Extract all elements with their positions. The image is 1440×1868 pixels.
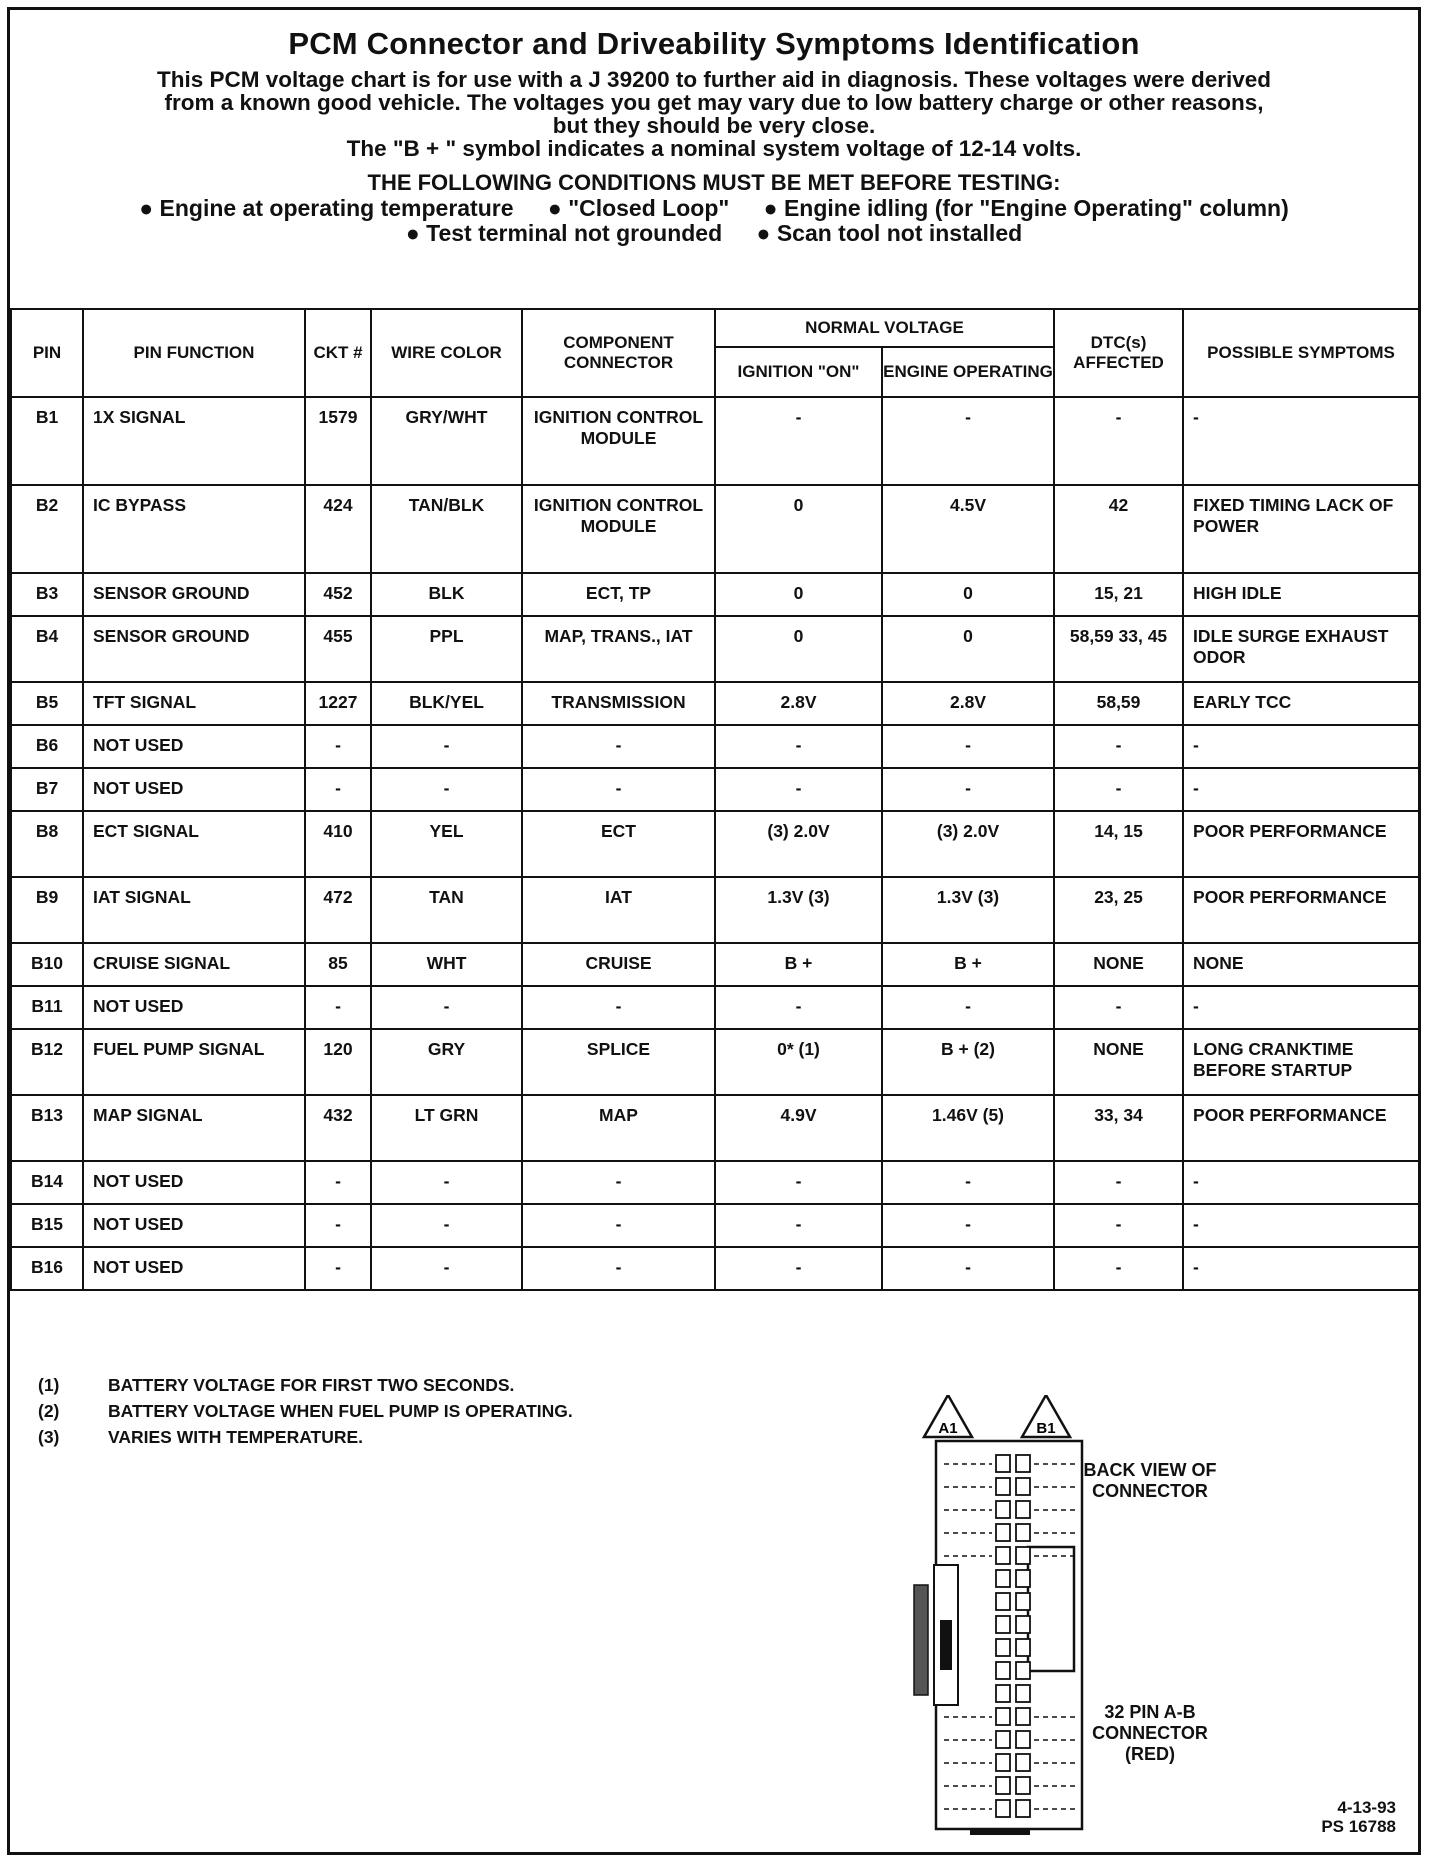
cell-pin-function: NOT USED bbox=[83, 1204, 305, 1247]
cell-dtc: 42 bbox=[1054, 485, 1183, 573]
cell-ckt: - bbox=[305, 1161, 371, 1204]
cell-engine-operating: (3) 2.0V bbox=[882, 811, 1054, 877]
cell-dtc: 14, 15 bbox=[1054, 811, 1183, 877]
connector-pin-cavity bbox=[1016, 1685, 1030, 1702]
cell-ignition-on: - bbox=[715, 1161, 882, 1204]
condition-item: ● Engine idling (for "Engine Operating" column) bbox=[763, 195, 1289, 221]
table-row bbox=[11, 397, 1419, 485]
connector-lock-tab bbox=[914, 1585, 928, 1695]
connector-pin-cavity bbox=[996, 1570, 1010, 1587]
cell-component: CRUISE bbox=[522, 943, 715, 986]
cell-engine-operating: - bbox=[882, 1161, 1054, 1204]
cell-component: - bbox=[522, 1161, 715, 1204]
table-row bbox=[11, 1095, 1419, 1161]
cell-dtc: - bbox=[1054, 986, 1183, 1029]
header-pin-function: PIN FUNCTION bbox=[83, 309, 305, 397]
cell-component: MAP bbox=[522, 1095, 715, 1161]
cell-wire-color: - bbox=[371, 768, 522, 811]
cell-symptoms: - bbox=[1183, 397, 1419, 485]
connector-pin-cavity bbox=[996, 1478, 1010, 1495]
cell-pin: B2 bbox=[11, 485, 83, 573]
header-ignition-on: IGNITION "ON" bbox=[715, 347, 882, 397]
cell-ignition-on: 0 bbox=[715, 573, 882, 616]
cell-ckt: - bbox=[305, 725, 371, 768]
cell-engine-operating: 2.8V bbox=[882, 682, 1054, 725]
table-row bbox=[11, 811, 1419, 877]
cell-ckt: 424 bbox=[305, 485, 371, 573]
cell-symptoms: POOR PERFORMANCE bbox=[1183, 1095, 1419, 1161]
cell-ignition-on: - bbox=[715, 768, 882, 811]
cell-pin: B1 bbox=[11, 397, 83, 485]
cell-engine-operating: - bbox=[882, 725, 1054, 768]
cell-dtc: 23, 25 bbox=[1054, 877, 1183, 943]
cell-ignition-on: (3) 2.0V bbox=[715, 811, 882, 877]
cell-engine-operating: - bbox=[882, 768, 1054, 811]
intro-paragraph bbox=[10, 68, 1418, 160]
cell-ignition-on: 1.3V (3) bbox=[715, 877, 882, 943]
table-row bbox=[11, 682, 1419, 725]
cell-pin-function: SENSOR GROUND bbox=[83, 573, 305, 616]
cell-component: - bbox=[522, 986, 715, 1029]
cell-pin: B6 bbox=[11, 725, 83, 768]
cell-dtc: NONE bbox=[1054, 943, 1183, 986]
cell-wire-color: GRY bbox=[371, 1029, 522, 1095]
cell-ckt: 455 bbox=[305, 616, 371, 682]
connector-pin-cavity bbox=[1016, 1547, 1030, 1564]
cell-component: IGNITION CONTROL MODULE bbox=[522, 485, 715, 573]
cell-ckt: 410 bbox=[305, 811, 371, 877]
footnote bbox=[38, 1424, 573, 1450]
cell-component: - bbox=[522, 768, 715, 811]
cell-component: IAT bbox=[522, 877, 715, 943]
connector-pin-cavity bbox=[996, 1754, 1010, 1771]
connector-pin-cavity bbox=[1016, 1524, 1030, 1541]
connector-pin-cavity bbox=[996, 1524, 1010, 1541]
cell-pin-function: IC BYPASS bbox=[83, 485, 305, 573]
connector-pin-cavity bbox=[1016, 1570, 1030, 1587]
b1-label: B1 bbox=[1036, 1420, 1056, 1437]
page-title: PCM Connector and Driveability Symptoms Identification bbox=[288, 26, 1140, 61]
cell-ignition-on: - bbox=[715, 397, 882, 485]
cell-ckt: 452 bbox=[305, 573, 371, 616]
connector-base-tab bbox=[970, 1829, 1030, 1835]
cell-ckt: - bbox=[305, 768, 371, 811]
cell-wire-color: TAN/BLK bbox=[371, 485, 522, 573]
table-row bbox=[11, 877, 1419, 943]
cell-ckt: - bbox=[305, 1247, 371, 1290]
table-row bbox=[11, 943, 1419, 986]
condition-item: ● Test terminal not grounded bbox=[405, 220, 723, 246]
table-row bbox=[11, 1204, 1419, 1247]
a1-label: A1 bbox=[938, 1420, 958, 1437]
cell-pin: B5 bbox=[11, 682, 83, 725]
connector-side-latch bbox=[1028, 1547, 1074, 1671]
header-engine-operating: ENGINE OPERATING bbox=[882, 347, 1054, 397]
header-possible-symptoms: POSSIBLE SYMPTOMS bbox=[1183, 309, 1419, 397]
footnotes bbox=[38, 1372, 573, 1450]
header-ckt: CKT # bbox=[305, 309, 371, 397]
cell-pin: B13 bbox=[11, 1095, 83, 1161]
back-view-label: BACK VIEW OF CONNECTOR bbox=[1083, 1460, 1217, 1501]
cell-symptoms: - bbox=[1183, 1161, 1419, 1204]
footnote-number: (3) bbox=[38, 1427, 60, 1447]
cell-wire-color: GRY/WHT bbox=[371, 397, 522, 485]
pin-voltage-table bbox=[10, 308, 1420, 1291]
cell-engine-operating: B + (2) bbox=[882, 1029, 1054, 1095]
cell-component: TRANSMISSION bbox=[522, 682, 715, 725]
cell-engine-operating: - bbox=[882, 397, 1054, 485]
cell-engine-operating: 0 bbox=[882, 616, 1054, 682]
cell-ckt: 85 bbox=[305, 943, 371, 986]
footnote-number: (2) bbox=[38, 1401, 60, 1421]
table-row bbox=[11, 485, 1419, 573]
cell-pin-function: TFT SIGNAL bbox=[83, 682, 305, 725]
cell-wire-color: PPL bbox=[371, 616, 522, 682]
cell-pin: B15 bbox=[11, 1204, 83, 1247]
cell-wire-color: LT GRN bbox=[371, 1095, 522, 1161]
cell-pin: B9 bbox=[11, 877, 83, 943]
cell-dtc: NONE bbox=[1054, 1029, 1183, 1095]
cell-wire-color: BLK/YEL bbox=[371, 682, 522, 725]
connector-pin-cavity bbox=[1016, 1662, 1030, 1679]
connector-clip-slot bbox=[940, 1620, 952, 1670]
cell-ckt: - bbox=[305, 986, 371, 1029]
connector-description: 32 PIN A-B CONNECTOR (RED) bbox=[1092, 1702, 1208, 1764]
table-row bbox=[11, 725, 1419, 768]
cell-component: - bbox=[522, 1204, 715, 1247]
cell-wire-color: WHT bbox=[371, 943, 522, 986]
cell-ckt: - bbox=[305, 1204, 371, 1247]
condition-item: ● Engine at operating temperature bbox=[139, 195, 514, 221]
cell-wire-color: YEL bbox=[371, 811, 522, 877]
cell-symptoms: - bbox=[1183, 725, 1419, 768]
cell-pin: B4 bbox=[11, 616, 83, 682]
cell-ignition-on: - bbox=[715, 1204, 882, 1247]
cell-pin: B10 bbox=[11, 943, 83, 986]
header-component-connector: COMPONENT CONNECTOR bbox=[522, 309, 715, 397]
cell-dtc: - bbox=[1054, 768, 1183, 811]
header-dtc-affected: DTC(s) AFFECTED bbox=[1054, 309, 1183, 397]
connector-pin-cavity bbox=[996, 1501, 1010, 1518]
cell-ckt: 432 bbox=[305, 1095, 371, 1161]
cell-pin: B16 bbox=[11, 1247, 83, 1290]
cell-engine-operating: 1.46V (5) bbox=[882, 1095, 1054, 1161]
cell-dtc: - bbox=[1054, 1247, 1183, 1290]
cell-pin-function: 1X SIGNAL bbox=[83, 397, 305, 485]
table-row bbox=[11, 616, 1419, 682]
cell-wire-color: TAN bbox=[371, 877, 522, 943]
cell-dtc: - bbox=[1054, 397, 1183, 485]
cell-wire-color: - bbox=[371, 725, 522, 768]
footnote bbox=[38, 1398, 573, 1424]
cell-pin: B11 bbox=[11, 986, 83, 1029]
cell-pin: B8 bbox=[11, 811, 83, 877]
conditions-line bbox=[10, 221, 1418, 246]
footnote-number: (1) bbox=[38, 1375, 60, 1395]
footnote-text: VARIES WITH TEMPERATURE. bbox=[108, 1427, 364, 1447]
cell-engine-operating: 1.3V (3) bbox=[882, 877, 1054, 943]
cell-dtc: 58,59 bbox=[1054, 682, 1183, 725]
cell-engine-operating: B + bbox=[882, 943, 1054, 986]
intro-line: This PCM voltage chart is for use with a J 39200 to further aid in diagnosis. These voltages were derived bbox=[156, 67, 1272, 92]
cell-pin-function: MAP SIGNAL bbox=[83, 1095, 305, 1161]
cell-pin-function: ECT SIGNAL bbox=[83, 811, 305, 877]
cell-pin-function: NOT USED bbox=[83, 768, 305, 811]
connector-pin-cavity bbox=[996, 1708, 1010, 1725]
cell-ignition-on: 0 bbox=[715, 485, 882, 573]
connector-pin-cavity bbox=[996, 1777, 1010, 1794]
header-pin: PIN bbox=[11, 309, 83, 397]
cell-engine-operating: 0 bbox=[882, 573, 1054, 616]
cell-ignition-on: 0 bbox=[715, 616, 882, 682]
connector-pin-cavity bbox=[1016, 1455, 1030, 1472]
cell-wire-color: - bbox=[371, 1247, 522, 1290]
cell-engine-operating: - bbox=[882, 986, 1054, 1029]
cell-ignition-on: 4.9V bbox=[715, 1095, 882, 1161]
intro-line: The "B + " symbol indicates a nominal system voltage of 12-14 volts. bbox=[346, 136, 1082, 161]
document-code bbox=[1321, 1798, 1396, 1836]
cell-ignition-on: 2.8V bbox=[715, 682, 882, 725]
connector-pin-cavity bbox=[1016, 1639, 1030, 1656]
cell-dtc: 33, 34 bbox=[1054, 1095, 1183, 1161]
cell-component: - bbox=[522, 1247, 715, 1290]
intro-line: from a known good vehicle. The voltages you get may vary due to low battery charge or other reasons, bbox=[164, 90, 1264, 115]
document-header bbox=[10, 10, 1418, 310]
connector-pin-cavity bbox=[996, 1616, 1010, 1633]
connector-pin-cavity bbox=[1016, 1800, 1030, 1817]
cell-dtc: - bbox=[1054, 1204, 1183, 1247]
cell-symptoms: - bbox=[1183, 768, 1419, 811]
cell-symptoms: - bbox=[1183, 1247, 1419, 1290]
condition-item: ● "Closed Loop" bbox=[547, 195, 730, 221]
cell-dtc: 58,59 33, 45 bbox=[1054, 616, 1183, 682]
table-row bbox=[11, 1029, 1419, 1095]
connector-pin-cavity bbox=[996, 1547, 1010, 1564]
cell-pin: B12 bbox=[11, 1029, 83, 1095]
cell-component: SPLICE bbox=[522, 1029, 715, 1095]
cell-engine-operating: - bbox=[882, 1204, 1054, 1247]
intro-line: but they should be very close. bbox=[552, 113, 876, 138]
table-row bbox=[11, 768, 1419, 811]
cell-ckt: 472 bbox=[305, 877, 371, 943]
table-row bbox=[11, 1161, 1419, 1204]
cell-symptoms: HIGH IDLE bbox=[1183, 573, 1419, 616]
connector-pin-cavity bbox=[1016, 1593, 1030, 1610]
cell-component: IGNITION CONTROL MODULE bbox=[522, 397, 715, 485]
connector-diagram bbox=[900, 1395, 1220, 1835]
cell-dtc: - bbox=[1054, 1161, 1183, 1204]
cell-pin: B14 bbox=[11, 1161, 83, 1204]
connector-pin-cavity bbox=[1016, 1501, 1030, 1518]
cell-ignition-on: - bbox=[715, 986, 882, 1029]
footnote-text: BATTERY VOLTAGE WHEN FUEL PUMP IS OPERATING. bbox=[108, 1401, 573, 1421]
cell-pin-function: CRUISE SIGNAL bbox=[83, 943, 305, 986]
cell-symptoms: POOR PERFORMANCE bbox=[1183, 811, 1419, 877]
cell-symptoms: POOR PERFORMANCE bbox=[1183, 877, 1419, 943]
cell-component: ECT, TP bbox=[522, 573, 715, 616]
cell-symptoms: LONG CRANKTIME BEFORE STARTUP bbox=[1183, 1029, 1419, 1095]
table-row bbox=[11, 573, 1419, 616]
footnote bbox=[38, 1372, 573, 1398]
connector-pin-cavity bbox=[996, 1800, 1010, 1817]
cell-pin-function: NOT USED bbox=[83, 1161, 305, 1204]
cell-engine-operating: 4.5V bbox=[882, 485, 1054, 573]
cell-engine-operating: - bbox=[882, 1247, 1054, 1290]
cell-symptoms: EARLY TCC bbox=[1183, 682, 1419, 725]
document-ps-number: PS 16788 bbox=[1321, 1817, 1396, 1836]
cell-symptoms: IDLE SURGE EXHAUST ODOR bbox=[1183, 616, 1419, 682]
cell-pin: B7 bbox=[11, 768, 83, 811]
cell-symptoms: - bbox=[1183, 1204, 1419, 1247]
connector-pin-cavity bbox=[996, 1593, 1010, 1610]
cell-pin-function: NOT USED bbox=[83, 1247, 305, 1290]
cell-component: - bbox=[522, 725, 715, 768]
document-date: 4-13-93 bbox=[1337, 1798, 1396, 1817]
conditions-line bbox=[10, 196, 1418, 221]
connector-pin-cavity bbox=[1016, 1708, 1030, 1725]
connector-pin-cavity bbox=[1016, 1478, 1030, 1495]
connector-pin-cavity bbox=[996, 1455, 1010, 1472]
cell-symptoms: - bbox=[1183, 986, 1419, 1029]
cell-ckt: 1579 bbox=[305, 397, 371, 485]
cell-pin-function: IAT SIGNAL bbox=[83, 877, 305, 943]
cell-component: ECT bbox=[522, 811, 715, 877]
cell-ckt: 1227 bbox=[305, 682, 371, 725]
cell-pin: B3 bbox=[11, 573, 83, 616]
cell-pin-function: SENSOR GROUND bbox=[83, 616, 305, 682]
connector-pin-cavity bbox=[1016, 1754, 1030, 1771]
cell-dtc: 15, 21 bbox=[1054, 573, 1183, 616]
connector-pin-cavity bbox=[996, 1731, 1010, 1748]
cell-symptoms: NONE bbox=[1183, 943, 1419, 986]
cell-ignition-on: - bbox=[715, 725, 882, 768]
cell-dtc: - bbox=[1054, 725, 1183, 768]
document-page bbox=[7, 7, 1421, 1855]
cell-pin-function: NOT USED bbox=[83, 725, 305, 768]
footnote-text: BATTERY VOLTAGE FOR FIRST TWO SECONDS. bbox=[108, 1375, 515, 1395]
connector-pin-cavity bbox=[996, 1685, 1010, 1702]
header-wire-color: WIRE COLOR bbox=[371, 309, 522, 397]
cell-component: MAP, TRANS., IAT bbox=[522, 616, 715, 682]
table-row bbox=[11, 986, 1419, 1029]
cell-ignition-on: 0* (1) bbox=[715, 1029, 882, 1095]
cell-wire-color: - bbox=[371, 1204, 522, 1247]
condition-item: ● Scan tool not installed bbox=[756, 220, 1023, 246]
conditions-heading: THE FOLLOWING CONDITIONS MUST BE MET BEFORE TESTING: bbox=[367, 170, 1061, 195]
cell-pin-function: FUEL PUMP SIGNAL bbox=[83, 1029, 305, 1095]
cell-ignition-on: - bbox=[715, 1247, 882, 1290]
cell-wire-color: - bbox=[371, 986, 522, 1029]
table-row bbox=[11, 1247, 1419, 1290]
connector-pin-cavity bbox=[996, 1662, 1010, 1679]
connector-pin-cavity bbox=[1016, 1777, 1030, 1794]
cell-symptoms: FIXED TIMING LACK OF POWER bbox=[1183, 485, 1419, 573]
cell-wire-color: - bbox=[371, 1161, 522, 1204]
connector-pin-cavity bbox=[996, 1639, 1010, 1656]
header-normal-voltage: NORMAL VOLTAGE bbox=[715, 309, 1054, 347]
cell-ignition-on: B + bbox=[715, 943, 882, 986]
connector-pin-cavity bbox=[1016, 1731, 1030, 1748]
cell-pin-function: NOT USED bbox=[83, 986, 305, 1029]
cell-wire-color: BLK bbox=[371, 573, 522, 616]
connector-pin-cavity bbox=[1016, 1616, 1030, 1633]
cell-ckt: 120 bbox=[305, 1029, 371, 1095]
